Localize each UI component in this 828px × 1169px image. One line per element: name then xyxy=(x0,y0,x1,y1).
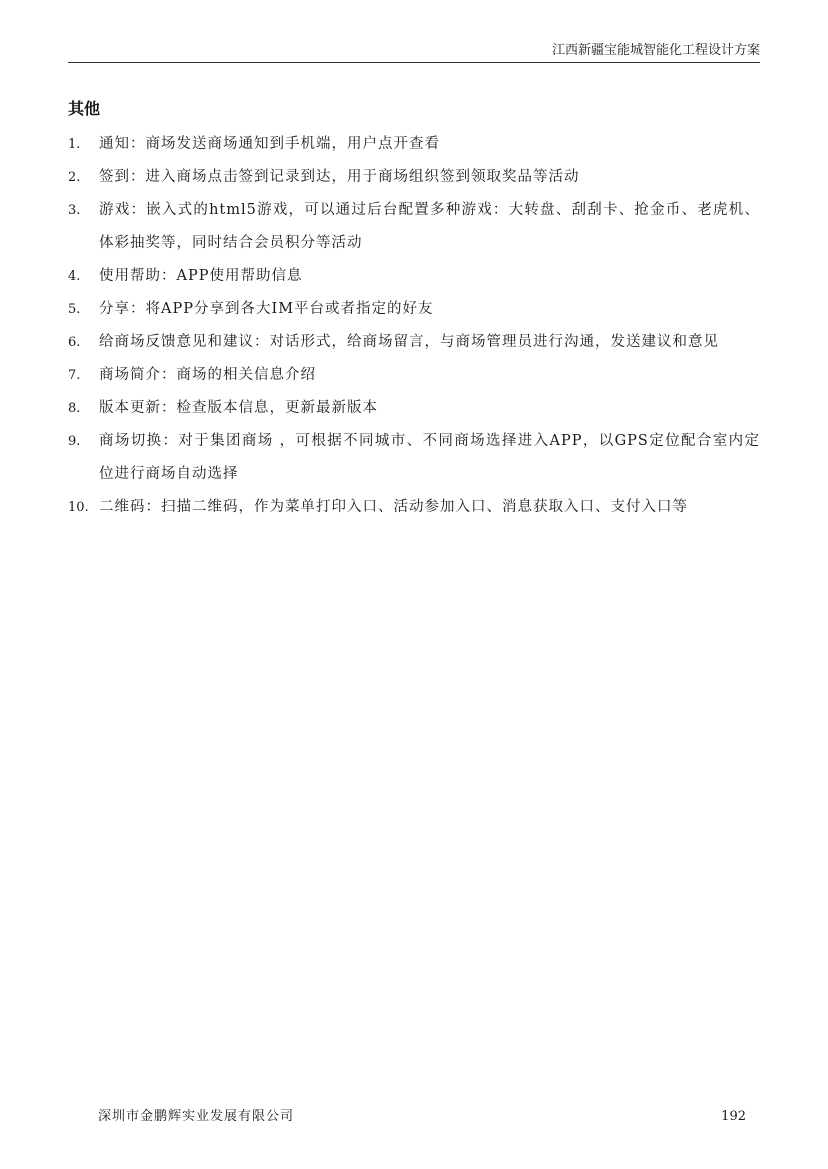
section-title: 其他 xyxy=(68,99,101,118)
list-item-number: 7. xyxy=(68,368,81,383)
list-item-text: 使用帮助：APP使用帮助信息 xyxy=(99,268,303,284)
document-title: 江西新疆宝能城智能化工程设计方案 xyxy=(551,43,760,58)
list-item xyxy=(68,293,760,326)
list-item xyxy=(68,491,760,524)
list-item-number: 2. xyxy=(68,170,81,185)
feature-list xyxy=(68,128,760,524)
list-item-text: 分享：将APP分享到各大IM平台或者指定的好友 xyxy=(99,301,434,317)
list-item-number: 6. xyxy=(68,335,81,350)
list-item xyxy=(68,194,760,260)
page-number: 192 xyxy=(721,1109,746,1124)
list-item-text: 通知：商场发送商场通知到手机端，用户点开查看 xyxy=(99,136,440,152)
list-item xyxy=(68,359,760,392)
list-item xyxy=(68,161,760,194)
list-item-text: 版本更新：检查版本信息，更新最新版本 xyxy=(99,400,378,416)
list-item-text: 商场切换：对于集团商场 ，可根据不同城市、不同商场选择进入APP，以GPS定位配合室内定位进行商场自动选择 xyxy=(99,433,760,482)
list-item xyxy=(68,128,760,161)
list-item xyxy=(68,392,760,425)
list-item-text: 二维码：扫描二维码，作为菜单打印入口、活动参加入口、消息获取入口、支付入口等 xyxy=(99,499,688,515)
list-item xyxy=(68,425,760,491)
list-item-number: 3. xyxy=(68,203,81,218)
list-item-text: 游戏：嵌入式的html5游戏，可以通过后台配置多种游戏：大转盘、刮刮卡、抢金币、老虎机、体彩抽奖等，同时结合会员积分等活动 xyxy=(99,202,760,251)
list-item xyxy=(68,260,760,293)
list-item-text: 商场简介：商场的相关信息介绍 xyxy=(99,367,316,383)
page-header xyxy=(68,42,760,63)
list-item-text: 给商场反馈意见和建议：对话形式，给商场留言，与商场管理员进行沟通，发送建议和意见 xyxy=(99,334,719,350)
list-item-number: 9. xyxy=(68,434,81,449)
list-item-number: 4. xyxy=(68,269,81,284)
list-item-text: 签到：进入商场点击签到记录到达，用于商场组织签到领取奖品等活动 xyxy=(99,169,580,185)
footer-company-name: 深圳市金鹏辉实业发展有限公司 xyxy=(98,1109,295,1124)
list-item-number: 10. xyxy=(68,500,89,515)
list-item xyxy=(68,326,760,359)
list-item-number: 5. xyxy=(68,302,81,317)
list-item-number: 8. xyxy=(68,401,81,416)
list-item-number: 1. xyxy=(68,137,81,152)
